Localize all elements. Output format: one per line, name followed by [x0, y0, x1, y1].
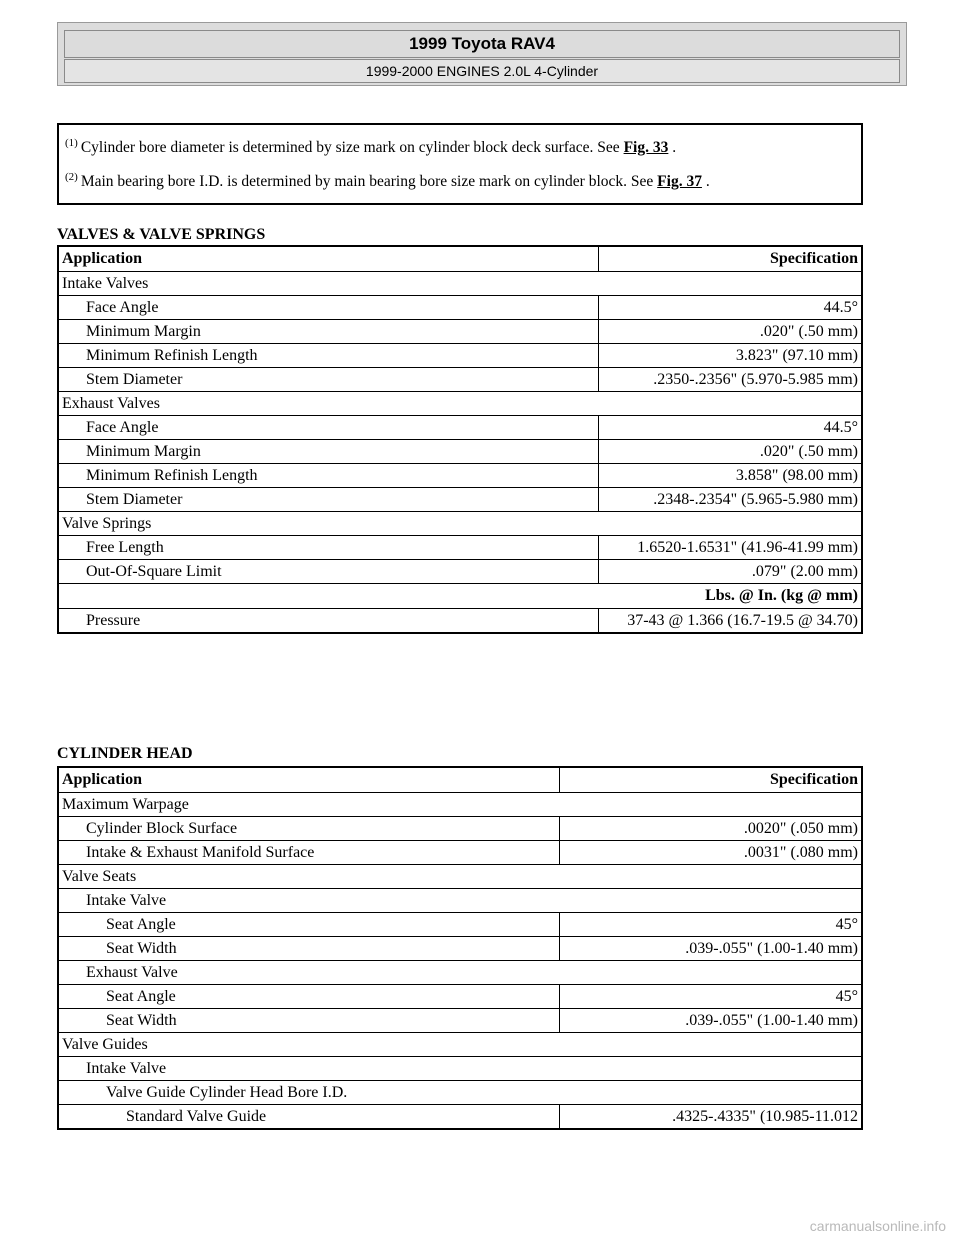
- figure-link-37[interactable]: Fig. 37: [657, 173, 702, 190]
- table-row: [58, 841, 862, 865]
- table-row-group: [58, 1081, 862, 1105]
- document-subtitle: 1999-2000 ENGINES 2.0L 4-Cylinder: [64, 59, 900, 83]
- table-row: [58, 296, 862, 320]
- site-watermark: carmanualsonline.info: [809, 1218, 946, 1234]
- table-row-group: [58, 272, 862, 296]
- row-label: Face Angle: [58, 296, 599, 320]
- table-row: [58, 488, 862, 512]
- row-label: Standard Valve Guide: [58, 1105, 560, 1130]
- table-row: [58, 817, 862, 841]
- row-value: .079" (2.00 mm): [751, 563, 858, 580]
- table-row: [58, 440, 862, 464]
- row-label: Seat Angle: [58, 913, 560, 937]
- row-label: Free Length: [58, 536, 599, 560]
- column-header-specification: Specification: [770, 771, 858, 788]
- row-label: Cylinder Block Surface: [58, 817, 560, 841]
- table-row: [58, 609, 862, 634]
- footnote-text: Main bearing bore I.D. is determined by main bearing bore size mark on cylinder block. See: [80, 173, 658, 190]
- table-row: [58, 320, 862, 344]
- valves-spec-table: [57, 245, 863, 634]
- row-value: 3.823" (97.10 mm): [735, 347, 858, 364]
- footnote-text: Cylinder bore diameter is determined by size mark on cylinder block deck surface. See: [80, 139, 624, 156]
- row-value: 44.5°: [823, 419, 858, 436]
- group-label: Valve Guides: [62, 1036, 148, 1053]
- footnote-end: .: [668, 139, 677, 156]
- table-row-group: [58, 1033, 862, 1057]
- row-label: Seat Width: [58, 937, 560, 961]
- table-row-group: [58, 961, 862, 985]
- row-label: Seat Width: [58, 1009, 560, 1033]
- table-row-group: [58, 889, 862, 913]
- row-value: .0020" (.050 mm): [743, 820, 858, 837]
- table-row: [58, 464, 862, 488]
- table-row-group: [58, 793, 862, 817]
- row-label: Minimum Margin: [58, 440, 599, 464]
- row-label: Out-Of-Square Limit: [58, 560, 599, 584]
- row-value: 45°: [835, 916, 858, 933]
- table-row: [58, 344, 862, 368]
- row-value: .2350-.2356" (5.970-5.985 mm): [653, 371, 858, 388]
- table-row: [58, 937, 862, 961]
- row-value: 3.858" (98.00 mm): [735, 467, 858, 484]
- table-header-row: [58, 246, 862, 272]
- column-header-application: Application: [58, 246, 599, 272]
- row-value: .020" (.50 mm): [759, 443, 858, 460]
- table-row: [58, 913, 862, 937]
- row-value: .2348-.2354" (5.965-5.980 mm): [653, 491, 858, 508]
- group-label: Maximum Warpage: [62, 796, 189, 813]
- table-subheader-row: [58, 584, 862, 609]
- group-label: Intake Valves: [62, 275, 149, 292]
- table-header-row: [58, 767, 862, 793]
- row-value: .0031" (.080 mm): [743, 844, 858, 861]
- group-label: Intake Valve: [86, 892, 167, 909]
- units-subheader: Lbs. @ In. (kg @ mm): [705, 587, 858, 604]
- cylinder-head-spec-table: [57, 766, 863, 1130]
- group-label: Valve Guide Cylinder Head Bore I.D.: [106, 1084, 348, 1101]
- row-value: 45°: [835, 988, 858, 1005]
- column-header-specification: Specification: [770, 250, 858, 267]
- row-label: Stem Diameter: [58, 368, 599, 392]
- document-header: [57, 22, 907, 86]
- row-value: 37-43 @ 1.366 (16.7-19.5 @ 34.70): [627, 612, 858, 629]
- footnote-end: .: [701, 173, 710, 190]
- document-title: 1999 Toyota RAV4: [64, 30, 900, 58]
- row-label: Face Angle: [58, 416, 599, 440]
- figure-link-33[interactable]: Fig. 33: [623, 139, 669, 156]
- row-value: 1.6520-1.6531" (41.96-41.99 mm): [637, 539, 858, 556]
- row-label: Pressure: [58, 609, 599, 634]
- section-title-valves: VALVES & VALVE SPRINGS: [57, 226, 266, 243]
- group-label: Exhaust Valves: [62, 395, 160, 412]
- table-row: [58, 560, 862, 584]
- footnote-marker: (2): [65, 171, 78, 183]
- table-row: [58, 536, 862, 560]
- table-row: [58, 1009, 862, 1033]
- group-label: Exhaust Valve: [86, 964, 178, 981]
- table-row: [58, 368, 862, 392]
- row-value: .039-.055" (1.00-1.40 mm): [685, 940, 858, 957]
- row-label: Seat Angle: [58, 985, 560, 1009]
- row-label: Minimum Refinish Length: [58, 344, 599, 368]
- group-label: Valve Seats: [62, 868, 137, 885]
- table-row-group: [58, 865, 862, 889]
- row-label: Intake & Exhaust Manifold Surface: [58, 841, 560, 865]
- row-label: Stem Diameter: [58, 488, 599, 512]
- footnote-marker: (1): [65, 137, 78, 149]
- table-row-group: [58, 512, 862, 536]
- row-value: .039-.055" (1.00-1.40 mm): [685, 1012, 858, 1029]
- row-value: 44.5°: [823, 299, 858, 316]
- row-label: Minimum Refinish Length: [58, 464, 599, 488]
- row-label: Minimum Margin: [58, 320, 599, 344]
- table-row-group: [58, 392, 862, 416]
- table-row: [58, 1105, 862, 1130]
- group-label: Valve Springs: [62, 515, 152, 532]
- footnotes-box: [57, 123, 863, 205]
- column-header-application: Application: [58, 767, 560, 793]
- footnote-1: [65, 133, 855, 167]
- row-value: .4325-.4335" (10.985-11.012: [672, 1108, 858, 1125]
- table-row: [58, 985, 862, 1009]
- footnote-2: [65, 167, 855, 201]
- section-title-cylinder-head: CYLINDER HEAD: [57, 745, 193, 762]
- table-row: [58, 416, 862, 440]
- group-label: Intake Valve: [86, 1060, 167, 1077]
- table-row-group: [58, 1057, 862, 1081]
- row-value: .020" (.50 mm): [759, 323, 858, 340]
